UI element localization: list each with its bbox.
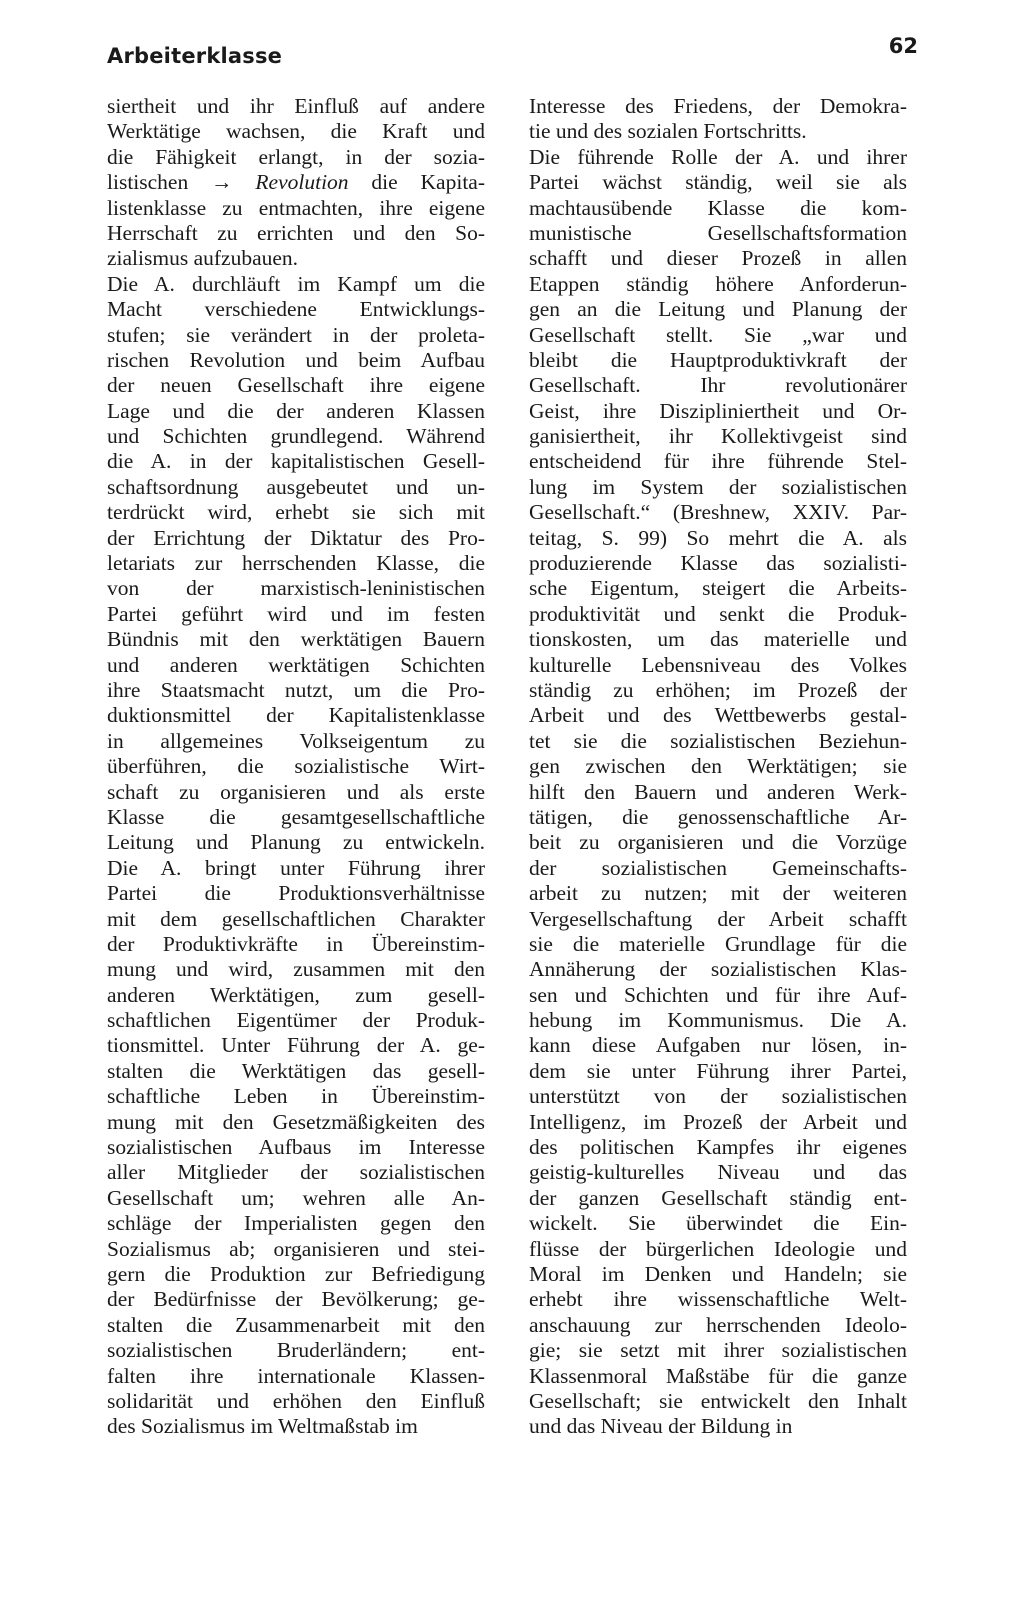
text-line: Etappen ständig höhere Anforderun- [529, 271, 907, 296]
text-line: die Fähigkeit erlangt, in der sozia- [107, 144, 485, 169]
text-line: flüsse der bürgerlichen Ideologie und [529, 1236, 907, 1261]
text-line: Bündnis mit den werktätigen Bauern [107, 627, 485, 652]
text-line: Arbeit und des Wettbewerbs gestal- [529, 703, 907, 728]
text-line: tionskosten, um das materielle und [529, 627, 907, 652]
text-line: falten ihre internationale Klassen- [107, 1363, 485, 1388]
text-line: munistische Gesellschaftsformation [529, 220, 907, 245]
text-line: der Errichtung der Diktatur des Pro- [107, 525, 485, 550]
text-line: listischen → Revolution die Kapita- [107, 170, 485, 195]
text-line: Macht verschiedene Entwicklungs- [107, 297, 485, 322]
text-line: Lage und die der anderen Klassen [107, 398, 485, 423]
page-title: Arbeiterklasse [107, 44, 283, 68]
text-line: Gesellschaft. Ihr revolutionärer [529, 373, 907, 398]
text-line: kulturelle Lebensniveau des Volkes [529, 652, 907, 677]
text-line: gie; sie setzt mit ihrer sozialistischen [529, 1338, 907, 1363]
text-line: Leitung und Planung zu entwickeln. [107, 830, 485, 855]
right-column [529, 94, 907, 1440]
text-line: Werktätige wachsen, die Kraft und [107, 119, 485, 144]
text-line: mung mit den Gesetzmäßigkeiten des [107, 1109, 485, 1134]
text-line: der Bedürfnisse der Bevölkerung; ge- [107, 1287, 485, 1312]
text-line: Klasse die gesamtgesellschaftliche [107, 804, 485, 829]
text-line: teitag, S. 99) So mehrt die A. als [529, 525, 907, 550]
text-line: Geist, ihre Diszipliniertheit und Or- [529, 398, 907, 423]
text-line: Moral im Denken und Handeln; sie [529, 1261, 907, 1286]
text-line: sie die materielle Grundlage für die [529, 931, 907, 956]
text-line: Gesellschaft stellt. Sie „war und [529, 322, 907, 347]
text-line: produktivität und senkt die Produk- [529, 601, 907, 626]
text-line: Partei geführt wird und im festen [107, 601, 485, 626]
cross-reference: Revolution [255, 170, 349, 195]
text-line: kann diese Aufgaben nur lösen, in- [529, 1033, 907, 1058]
text-line: lung im System der sozialistischen [529, 474, 907, 499]
text-line: der neuen Gesellschaft ihre eigene [107, 373, 485, 398]
text-line: wickelt. Sie überwindet die Ein- [529, 1211, 907, 1236]
text-line: tätigen, die genossenschaftliche Ar- [529, 804, 907, 829]
text-line: dem sie unter Führung ihrer Partei, [529, 1058, 907, 1083]
text-line: überführen, die sozialistische Wirt- [107, 754, 485, 779]
text-line: anschauung zur herrschenden Ideolo- [529, 1312, 907, 1337]
text-line: Klassenmoral Maßstäbe für die ganze [529, 1363, 907, 1388]
text-line: hilft den Bauern und anderen Werk- [529, 779, 907, 804]
text-line: zialismus aufzubauen. [107, 246, 299, 271]
text-line: ständig zu erhöhen; im Prozeß der [529, 677, 907, 702]
text-line: Gesellschaft um; wehren alle An- [107, 1185, 485, 1210]
text-line: schaftliche Leben in Übereinstim- [107, 1084, 485, 1109]
text-line: Die A. bringt unter Führung ihrer [107, 855, 485, 880]
text-line: der Produktivkräfte in Übereinstim- [107, 931, 485, 956]
text-line: Partei wächst ständig, weil sie als [529, 170, 907, 195]
text-line: gen zwischen den Werktätigen; sie [529, 754, 907, 779]
text-line: hebung im Kommunismus. Die A. [529, 1008, 907, 1033]
text-line: Herrschaft zu errichten und den So- [107, 220, 485, 245]
text-line: Intelligenz, im Prozeß der Arbeit und [529, 1109, 907, 1134]
page-number: 62 [888, 34, 918, 58]
text-line: aller Mitglieder der sozialistischen [107, 1160, 485, 1185]
text-line: und das Niveau der Bildung in [529, 1414, 793, 1439]
text-line: und Schichten grundlegend. Während [107, 424, 485, 449]
left-column [107, 94, 485, 1440]
text-line: der ganzen Gesellschaft ständig ent- [529, 1185, 907, 1210]
text-line: unterstützt von der sozialistischen [529, 1084, 907, 1109]
text-line: anderen Werktätigen, zum gesell- [107, 982, 485, 1007]
text-line: gen an die Leitung und Planung der [529, 297, 907, 322]
text-line: stalten die Werktätigen das gesell- [107, 1058, 485, 1083]
text-line: schaftlichen Eigentümer der Produk- [107, 1008, 485, 1033]
text-line: schläge der Imperialisten gegen den [107, 1211, 485, 1236]
text-line: des Sozialismus im Weltmaßstab im [107, 1414, 418, 1439]
text-line: tionsmittel. Unter Führung der A. ge- [107, 1033, 485, 1058]
text-line: mit dem gesellschaftlichen Charakter [107, 906, 485, 931]
text-line: sen und Schichten und für ihre Auf- [529, 982, 907, 1007]
text-line: Partei die Produktionsverhältnisse [107, 881, 485, 906]
text-line: schafft und dieser Prozeß in allen [529, 246, 907, 271]
text-line: sche Eigentum, steigert die Arbeits- [529, 576, 907, 601]
text-line: machtausübende Klasse die kom- [529, 195, 907, 220]
text-line: die A. in der kapitalistischen Gesell- [107, 449, 485, 474]
text-line: siertheit und ihr Einfluß auf andere [107, 94, 485, 118]
text-line: Gesellschaft; sie entwickelt den Inhalt [529, 1388, 907, 1413]
text-line: gern die Produktion zur Befriedigung [107, 1261, 485, 1286]
text-line: und anderen werktätigen Schichten [107, 652, 485, 677]
text-line: produzierende Klasse das sozialisti- [529, 551, 907, 576]
text-line: Interesse des Friedens, der Demokra- [529, 94, 907, 118]
text-line: duktionsmittel der Kapitalistenklasse [107, 703, 485, 728]
text-line: beit zu organisieren und die Vorzüge [529, 830, 907, 855]
text-line: erhebt ihre wissenschaftliche Welt- [529, 1287, 907, 1312]
text-line: tie und des sozialen Fortschritts. [529, 119, 807, 144]
text-line: geistig-kulturelles Niveau und das [529, 1160, 907, 1185]
text-line: Die A. durchläuft im Kampf um die [107, 271, 485, 296]
text-line: mung und wird, zusammen mit den [107, 957, 485, 982]
text-line: letariats zur herrschenden Klasse, die [107, 551, 485, 576]
text-line: bleibt die Hauptproduktivkraft der [529, 347, 907, 372]
text-line: listenklasse zu entmachten, ihre eigene [107, 195, 485, 220]
text-line: der sozialistischen Gemeinschafts- [529, 855, 907, 880]
text-line: Sozialismus ab; organisieren und stei- [107, 1236, 485, 1261]
text-line: terdrückt wird, erhebt sie sich mit [107, 500, 485, 525]
text-line: ganisiertheit, ihr Kollektivgeist sind [529, 424, 907, 449]
text-line: entscheidend für ihre führende Stel- [529, 449, 907, 474]
text-line: arbeit zu nutzen; mit der weiteren [529, 881, 907, 906]
text-line: sozialistischen Aufbaus im Interesse [107, 1135, 485, 1160]
text-line: des politischen Kampfes ihr eigenes [529, 1135, 907, 1160]
text-line: schaftsordnung ausgebeutet und un- [107, 474, 485, 499]
text-line: tet sie die sozialistischen Beziehun- [529, 728, 907, 753]
text-line: von der marxistisch-leninistischen [107, 576, 485, 601]
text-line: solidarität und erhöhen den Einfluß [107, 1388, 485, 1413]
text-line: sozialistischen Bruderländern; ent- [107, 1338, 485, 1363]
text-line: in allgemeines Volkseigentum zu [107, 728, 485, 753]
text-line: stufen; sie verändert in der proleta- [107, 322, 485, 347]
text-line: Gesellschaft.“ (Breshnew, XXIV. Par- [529, 500, 907, 525]
text-line: schaft zu organisieren und als erste [107, 779, 485, 804]
text-line: stalten die Zusammenarbeit mit den [107, 1312, 485, 1337]
text-line: rischen Revolution und beim Aufbau [107, 347, 485, 372]
text-line: Die führende Rolle der A. und ihrer [529, 144, 907, 169]
text-line: Annäherung der sozialistischen Klas- [529, 957, 907, 982]
text-line: Vergesellschaftung der Arbeit schafft [529, 906, 907, 931]
text-line: ihre Staatsmacht nutzt, um die Pro- [107, 677, 485, 702]
